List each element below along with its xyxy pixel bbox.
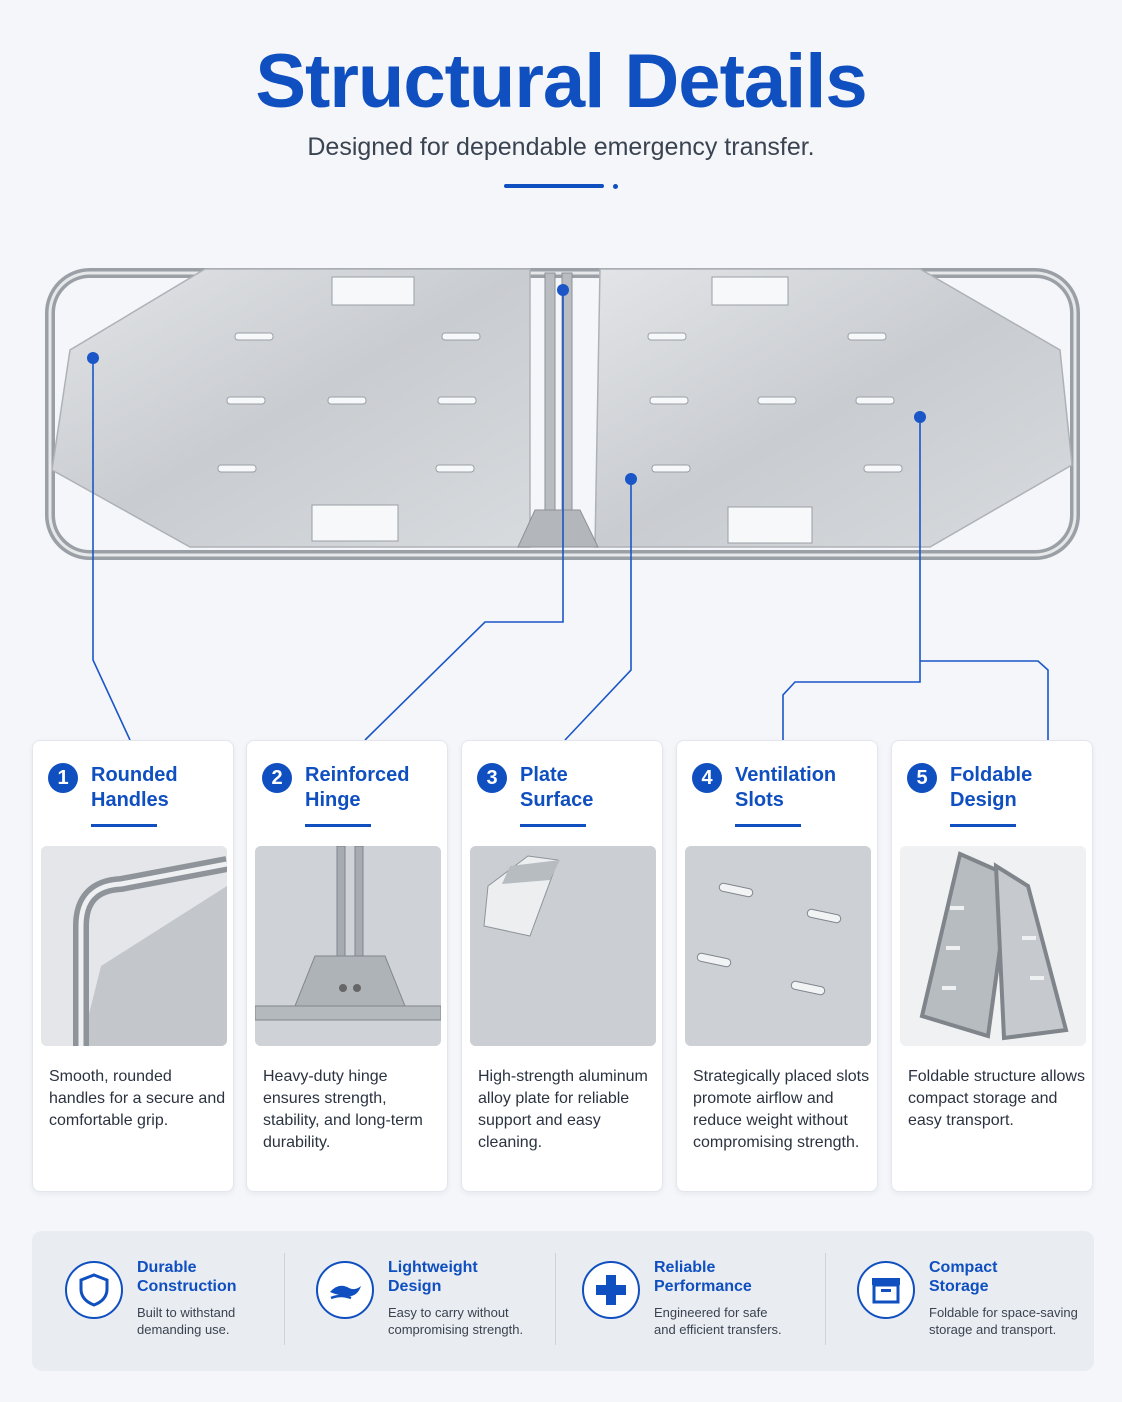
card-title: Reinforced Hinge — [305, 764, 410, 811]
page-title: Structural Details — [255, 39, 867, 124]
card-title-underline — [305, 824, 371, 827]
card-description: Foldable structure allows compact storage and easy transport. — [908, 1068, 1085, 1129]
card-description: Heavy-duty hinge ensures strength, stability, and long-term durability. — [263, 1068, 423, 1151]
card-number: 2 — [262, 763, 292, 793]
title-underline-dot — [613, 184, 618, 189]
stretcher-illustration — [40, 255, 1085, 575]
feature-title: Lightweight Design — [388, 1259, 478, 1295]
feature-bar — [32, 1231, 1094, 1371]
card-plate-surface — [461, 740, 663, 1192]
feature-divider — [284, 1253, 285, 1345]
card-title: Rounded Handles — [91, 764, 178, 811]
card-title: Foldable Design — [950, 764, 1033, 811]
card-ventilation-slots — [676, 740, 878, 1192]
plate-closeup-image — [470, 846, 656, 1046]
feature-lightweight-design — [316, 1231, 566, 1371]
feature-reliable-performance — [582, 1231, 832, 1371]
card-description: High-strength aluminum alloy plate for reliable support and easy cleaning. — [478, 1068, 648, 1151]
card-title-underline — [950, 824, 1016, 827]
feature-description: Engineered for safe and efficient transfers. — [654, 1305, 782, 1337]
card-number: 3 — [477, 763, 507, 793]
storage-box-icon — [857, 1261, 915, 1319]
feather-icon — [316, 1261, 374, 1319]
card-reinforced-hinge — [246, 740, 448, 1192]
feature-durable-construction — [65, 1231, 305, 1371]
feature-description: Easy to carry without compromising strength. — [388, 1305, 524, 1337]
folded-stretcher-image — [900, 846, 1086, 1046]
shield-icon — [65, 1261, 123, 1319]
feature-title: Reliable Performance — [654, 1259, 752, 1295]
card-title: Ventilation Slots — [735, 764, 837, 811]
feature-cards — [32, 740, 1094, 1192]
card-number: 4 — [692, 763, 722, 793]
card-title-underline — [520, 824, 586, 827]
card-number: 1 — [48, 763, 78, 793]
card-description: Strategically placed slots promote airflow and reduce weight without compromising strength. — [693, 1068, 870, 1151]
feature-compact-storage — [857, 1231, 1087, 1371]
card-number: 5 — [907, 763, 937, 793]
title-underline — [504, 184, 604, 188]
feature-description: Foldable for space-saving storage and transport. — [929, 1305, 1078, 1337]
page-subtitle: Designed for dependable emergency transfer. — [307, 133, 815, 161]
feature-title: Compact Storage — [929, 1259, 998, 1295]
feature-title: Durable Construction — [137, 1259, 237, 1295]
feature-description: Built to withstand demanding use. — [137, 1305, 236, 1337]
card-description: Smooth, rounded handles for a secure and comfortable grip. — [49, 1068, 226, 1129]
feature-divider — [555, 1253, 556, 1345]
handle-closeup-image — [41, 846, 227, 1046]
slots-closeup-image — [685, 846, 871, 1046]
card-rounded-handles — [32, 740, 234, 1192]
card-title: Plate Surface — [520, 764, 594, 811]
card-title-underline — [91, 824, 157, 827]
plus-icon — [582, 1261, 640, 1319]
feature-divider — [825, 1253, 826, 1345]
hinge-closeup-image — [255, 846, 441, 1046]
card-title-underline — [735, 824, 801, 827]
card-foldable-design — [891, 740, 1093, 1192]
